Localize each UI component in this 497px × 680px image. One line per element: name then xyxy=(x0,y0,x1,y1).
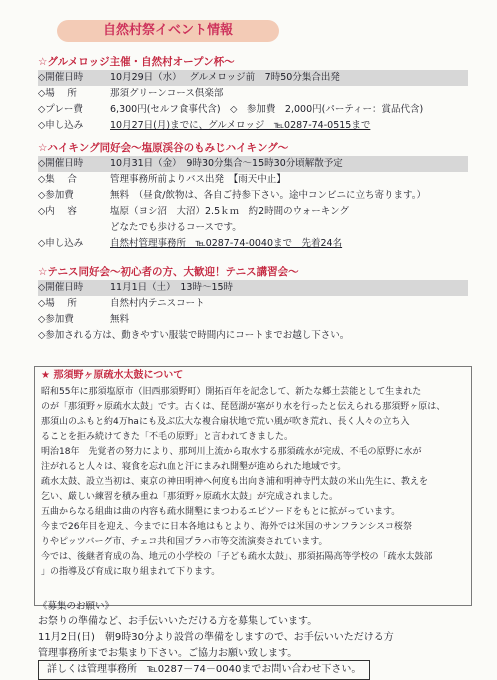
row-text: どなたでも歩けるコースです。 xyxy=(110,222,242,233)
hiking-row-fee xyxy=(38,188,468,204)
tennis-note: ◇参加される方は、動きやすい服装で時間内にコートまでお越し下さい。 xyxy=(38,330,350,341)
taiko-line: 注がれると人々は、寝食を忘れ血と汗にまみれ開墾が進められた地域です。 xyxy=(41,462,347,472)
gourmet-section xyxy=(38,54,468,134)
taiko-box xyxy=(34,366,472,606)
taiko-title: ★ 那須野ヶ原疏水太鼓について xyxy=(41,370,184,381)
taiko-line: 今では、後継者育成の為、地元の小学校の「子ども疏水太鼓」、那須拓陽高等学校の「疏水太鼓部 xyxy=(41,552,433,562)
row-text: 6,300円(セルフ食事代含) ◇ 参加費 2,000円(パーティー：賞品代含) xyxy=(110,104,424,115)
gourmet-row-apply xyxy=(38,118,468,134)
row-text: 自然村管理事務所 ℡0287-74-0040まで 先着24名 xyxy=(110,238,343,249)
hiking-row-content-2 xyxy=(38,220,468,236)
request-title: 《募集のお願い》 xyxy=(38,601,115,612)
gourmet-row-date xyxy=(38,70,468,86)
taiko-line: りやピッツバーグ市、チェコ共和国プラハ市等交流演奏されています。 xyxy=(41,537,328,547)
row-label: ◇場 所 xyxy=(38,298,77,309)
row-text: 10月29日（水） グルメロッジ前 7時50分集合出発 xyxy=(110,72,340,83)
hiking-row-content xyxy=(38,204,468,220)
contact-row xyxy=(38,660,468,680)
tennis-row-fee xyxy=(38,312,468,328)
taiko-line: 昭和55年に那須塩原市（旧西那須野町）開拓百年を記念して、新たな郷土芸能として生まれた xyxy=(41,387,422,397)
row-text: 自然村内テニスコート xyxy=(110,298,205,309)
request-line: 管理事務所までお集まり下さい。ご協力お願い致します。 xyxy=(38,648,298,659)
request-line: お祭りの準備など、お手伝いいただける方を募集しています。 xyxy=(38,616,318,627)
row-label: ◇内 容 xyxy=(38,206,77,217)
hiking-row-date xyxy=(38,156,468,172)
row-text: 那須グリーンコース倶楽部 xyxy=(110,88,224,99)
row-text: 無料 （昼食/飲物は、各自ご持参下さい。途中コンビニに立ち寄ります。） xyxy=(110,190,426,201)
hiking-section xyxy=(38,140,468,252)
request-section xyxy=(38,600,468,680)
row-label: ◇開催日時 xyxy=(38,158,84,169)
row-text: 11月1日（土） 13時～15時 xyxy=(110,282,234,293)
taiko-line: 明治18年 先覚者の努力により、那珂川上流から取水する那須疏水が完成、不毛の原野に水が xyxy=(41,447,422,457)
page-title: 自然村祭イベント情報 xyxy=(57,20,279,42)
row-text: 塩原（ヨシ沼 大沼）2.5ｋｍ 約2時間のウォーキング xyxy=(110,206,349,217)
gourmet-title: ☆グルメロッジ主催・自然村オープン杯～ xyxy=(38,56,235,68)
taiko-line: のが「那須野ヶ原疏水太鼓」です。古くは、琵琶湖が塞がり水を行ったと伝えられる那須野ヶ原は、 xyxy=(41,402,446,412)
taiko-line: 」の指導及び育成に取り組まれて下ります。 xyxy=(41,567,221,577)
taiko-line: 今まで26年目を迎え、今までに日本各地はもとより、海外では米国のサンフランシスコ桜祭 xyxy=(41,522,413,532)
taiko-line: 疏水太鼓、設立当初は、東京の神田明神へ何度も出向き浦和明神寺門太鼓の米山先生に、教えを xyxy=(41,477,429,487)
gourmet-row-place xyxy=(38,86,468,102)
row-text: 10月27日(月)までに、グルメロッジ ℡0287-74-0515まで xyxy=(110,120,371,131)
request-line: 11月2日(日) 朝9時30分より設営の準備をしますので、お手伝いいただける方 xyxy=(38,632,394,643)
row-label: ◇参加費 xyxy=(38,314,74,325)
taiko-line: 五曲からなる組曲は曲の内容も疏水開墾にまつわるエピソードをもとに拡がっています。 xyxy=(41,507,401,517)
tennis-section xyxy=(38,264,468,344)
row-label: ◇申し込み xyxy=(38,238,84,249)
row-text: 10月31日（金） 9時30分集合～15時30分頃解散予定 xyxy=(110,158,343,169)
row-label: ◇開催日時 xyxy=(38,282,84,293)
row-label: ◇集 合 xyxy=(38,174,77,185)
row-label: ◇開催日時 xyxy=(38,72,84,83)
hiking-row-apply xyxy=(38,236,468,252)
hiking-row-meet xyxy=(38,172,468,188)
tennis-row-place xyxy=(38,296,468,312)
taiko-line: ることを拒み続けてきた「不毛の原野」と言われてきました。 xyxy=(41,432,294,442)
gourmet-row-fee xyxy=(38,102,468,118)
hiking-title: ☆ハイキング同好会～塩原渓谷のもみじハイキング～ xyxy=(38,142,289,154)
row-label: ◇プレー費 xyxy=(38,104,83,115)
row-text: 管理事務所前よりバス出発 【雨天中止】 xyxy=(110,174,286,185)
contact-box: 詳しくは管理事務所 ℡0287－74－0040までお問い合わせ下さい。 xyxy=(38,660,370,680)
row-label: ◇参加費 xyxy=(38,190,74,201)
row-label: ◇申し込み xyxy=(38,120,84,131)
row-text: 無料 xyxy=(110,314,130,325)
row-label: ◇場 所 xyxy=(38,88,77,99)
tennis-title: ☆テニス同好会～初心者の方、大歓迎！テニス講習会～ xyxy=(38,266,299,278)
taiko-line: 那須山のふもと約4万haにも及ぶ広大な複合扇状地で荒い風が吹き荒れ、長く人々の立ち入 xyxy=(41,417,410,427)
taiko-line: 乞い、厳しい練習を積み重ね「那須野ヶ原疏水太鼓」が完成されました。 xyxy=(41,492,339,502)
tennis-row-date xyxy=(38,280,468,296)
